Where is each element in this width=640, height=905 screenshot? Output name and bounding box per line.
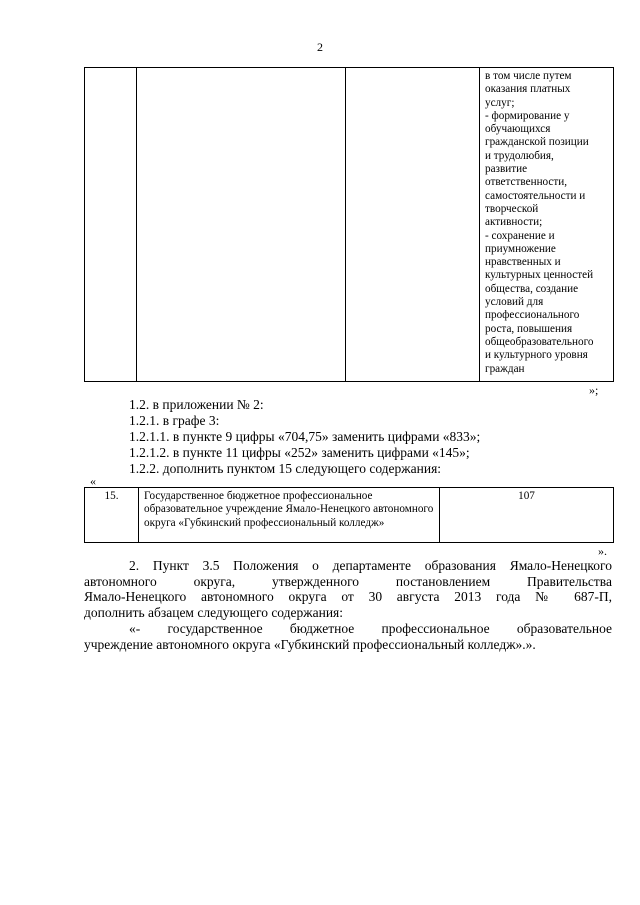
goal-line: нравственных и [485,256,561,269]
item-value: 107 [440,488,614,543]
goal-line: приумножение [485,242,556,255]
goal-line: и культурного уровня [485,349,588,362]
goal-line: активности; [485,216,543,229]
goal-line: творческой [485,202,539,215]
goal-line: граждан [485,362,525,375]
amendment-line-2: 1.2.1. в графе 3: [129,413,220,428]
paragraph-3 [84,621,612,652]
item-number: 15. [85,488,139,543]
paragraph-3-line: учреждение автономного округа «Губкинский профессиональный колледж».». [84,636,536,652]
goal-line: гражданской позиции [485,136,589,149]
paragraph-2 [84,558,612,620]
goal-line: ответственности, [485,176,568,189]
goal-line: развитие [485,163,528,176]
paragraph-2-line: дополнить абзацем следующего содержания: [84,604,344,620]
amendment-line-5: 1.2.2. дополнить пунктом 15 следующего содержания: [129,461,442,476]
table2-opening-quote: « [90,474,96,488]
goal-line: в том числе путем [485,70,572,82]
goal-line: обучающихся [485,123,551,136]
goal-line: самостоятельности и [485,189,586,202]
goal-line: общества, создание [485,282,579,295]
table1-closing-quote: »; [589,383,599,397]
goal-line: профессионального [485,309,580,322]
goal-line: - сохранение и [485,229,555,242]
table-cell-empty-3 [346,68,480,382]
paragraph-2-line: 2. Пункт 3.5 Положения о департаменте образования Ямало-Ненецкого [129,558,612,573]
goal-line: условий для [485,296,544,309]
goal-line: культурных ценностей [485,269,594,282]
paragraph-3-line: «- государственное бюджетное профессиональное образовательное [129,621,612,636]
goal-line: общеобразовательного [485,335,594,348]
table-cell-goals [480,68,614,382]
page-number: 2 [317,40,323,54]
amendment-line-3: 1.2.1.1. в пункте 9 цифры «704,75» заменить цифрами «833»; [129,429,481,444]
amendment-line-1: 1.2. в приложении № 2: [129,397,264,412]
paragraph-2-line: автономного округа, утвержденного постановлением Правительства [84,573,612,589]
amendment-line-4: 1.2.1.2. в пункте 11 цифры «252» заменить цифрами «145»; [129,445,470,460]
paragraph-2-line: Ямало-Ненецкого автономного округа от 30 августа 2013 года № 687-П, [84,589,612,604]
goal-line: услуг; [485,96,515,109]
continued-table [84,67,614,382]
goal-line: и трудолюбия, [485,149,554,162]
table2-closing-quote: ». [598,544,607,558]
table-cell-empty-1 [85,68,137,382]
table-row [85,488,614,543]
new-item-table [84,487,614,543]
institution-name: Государственное бюджетное профессиональное образовательное учреждение Ямало-Ненецкого автономного округа «Губкинский профессиональный колледж» [139,488,440,543]
table-cell-empty-2 [137,68,346,382]
goal-line: - формирование у [485,109,570,122]
goal-line: оказания платных [485,83,571,96]
goal-line: роста, повышения [485,322,573,335]
